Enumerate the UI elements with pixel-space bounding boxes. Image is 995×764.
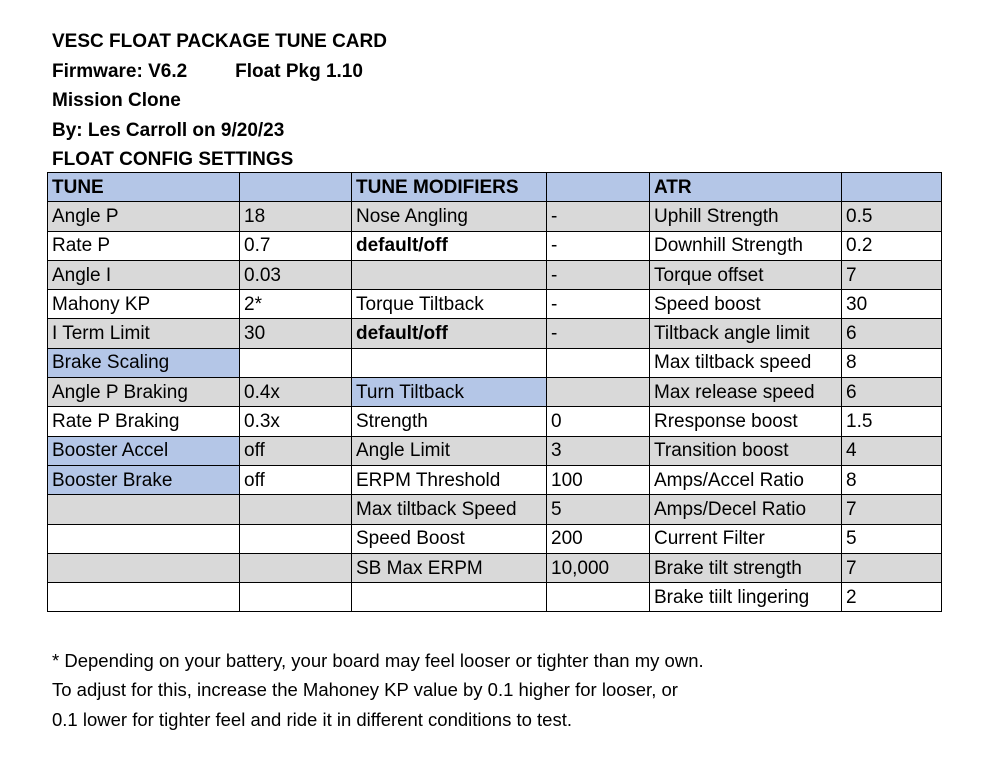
table-cell: off [240,465,352,494]
table-cell: Angle P [48,202,240,231]
table-cell [48,495,240,524]
table-cell: Speed boost [650,290,842,319]
table-cell: 100 [547,465,650,494]
table-cell: 30 [842,290,942,319]
table-cell: 2* [240,290,352,319]
table-cell: off [240,436,352,465]
table-cell: 0 [547,407,650,436]
table-cell: Rate P [48,231,240,260]
table-cell: Brake tilt strength [650,553,842,582]
table-cell: 0.7 [240,231,352,260]
table-cell: Strength [352,407,547,436]
table-cell: Angle Limit [352,436,547,465]
package-version: Float Pkg 1.10 [235,60,363,82]
table-row [48,348,942,377]
table-cell [547,348,650,377]
table-cell: Downhill Strength [650,231,842,260]
table-row [48,260,942,289]
table-cell: 3 [547,436,650,465]
table-row [48,378,942,407]
table-cell-subheader: Turn Tiltback [352,378,547,407]
table-cell: 30 [240,319,352,348]
table-row [48,407,942,436]
header-cell-tune-value [240,173,352,202]
header-cell-atr-value [842,173,942,202]
table-row [48,465,942,494]
table-row [48,319,942,348]
table-cell: 5 [842,524,942,553]
table-header-row [48,173,942,202]
table-cell: ERPM Threshold [352,465,547,494]
firmware-line [52,57,387,87]
header-cell-modifiers-value [547,173,650,202]
table-cell: Mahony KP [48,290,240,319]
table-cell: 7 [842,553,942,582]
table-cell: Amps/Accel Ratio [650,465,842,494]
table-cell: 8 [842,348,942,377]
table-cell-subheader: Booster Accel [48,436,240,465]
table-cell [352,348,547,377]
table-cell [48,583,240,612]
table-row [48,231,942,260]
table-row [48,202,942,231]
table-cell [240,553,352,582]
table-cell [547,583,650,612]
header-cell-tune: TUNE [48,173,240,202]
table-cell: - [547,319,650,348]
table-cell [352,583,547,612]
firmware-version: Firmware: V6.2 [52,60,188,82]
table-cell [240,348,352,377]
table-cell: - [547,260,650,289]
section-title: FLOAT CONFIG SETTINGS [52,149,294,170]
table-cell [240,495,352,524]
table-cell: 7 [842,260,942,289]
footnote-line: * Depending on your battery, your board may feel looser or tighter than my own. [52,650,704,671]
table-cell: Rate P Braking [48,407,240,436]
table-cell: 2 [842,583,942,612]
table-cell: 7 [842,495,942,524]
author-line: By: Les Carroll on 9/20/23 [52,119,285,141]
table-cell: default/off [352,231,547,260]
table-cell: Max release speed [650,378,842,407]
table-cell [352,260,547,289]
table-cell: Rresponse boost [650,407,842,436]
card-title: VESC FLOAT PACKAGE TUNE CARD [52,31,387,52]
table-cell [547,378,650,407]
table-cell: 8 [842,465,942,494]
header-cell-atr: ATR [650,173,842,202]
table-row [48,553,942,582]
table-cell: - [547,231,650,260]
table-row [48,436,942,465]
table-cell: 4 [842,436,942,465]
table-cell: Transition boost [650,436,842,465]
tune-settings-table [47,172,942,612]
table-cell: Max tiltback speed [650,348,842,377]
table-cell: 1.5 [842,407,942,436]
table-cell: 5 [547,495,650,524]
table-row [48,290,942,319]
table-cell: 0.5 [842,202,942,231]
table-cell: - [547,202,650,231]
table-cell-subheader: Booster Brake [48,465,240,494]
table-row [48,583,942,612]
table-cell: 0.2 [842,231,942,260]
table-cell: 6 [842,319,942,348]
table-row [48,495,942,524]
table-cell: 200 [547,524,650,553]
table-cell [48,553,240,582]
table-cell: SB Max ERPM [352,553,547,582]
table-cell: Max tiltback Speed [352,495,547,524]
table-cell: 0.3x [240,407,352,436]
table-cell: default/off [352,319,547,348]
table-cell [240,524,352,553]
table-cell-subheader: Brake Scaling [48,348,240,377]
footnote [52,646,704,734]
header-cell-tune-modifiers: TUNE MODIFIERS [352,173,547,202]
footnote-line: 0.1 lower for tighter feel and ride it in different conditions to test. [52,708,573,730]
table-cell: Angle I [48,260,240,289]
table-cell: 18 [240,202,352,231]
table-cell: 0.03 [240,260,352,289]
board-name: Mission Clone [52,90,181,111]
table-cell: I Term Limit [48,319,240,348]
table-cell: 6 [842,378,942,407]
table-cell [240,583,352,612]
table-cell: Current Filter [650,524,842,553]
table-cell: Amps/Decel Ratio [650,495,842,524]
table-cell: Torque Tiltback [352,290,547,319]
footnote-line: To adjust for this, increase the Mahoney KP value by 0.1 higher for looser, or [52,679,678,701]
table-row [48,524,942,553]
table-cell: Uphill Strength [650,202,842,231]
table-cell: Tiltback angle limit [650,319,842,348]
table-cell: 0.4x [240,378,352,407]
table-cell: Speed Boost [352,524,547,553]
table-cell: Angle P Braking [48,378,240,407]
table-cell: 10,000 [547,553,650,582]
table-cell: Nose Angling [352,202,547,231]
tune-card-header [52,27,387,175]
table-cell [48,524,240,553]
table-cell: - [547,290,650,319]
table-cell: Brake tiilt lingering [650,583,842,612]
table-cell: Torque offset [650,260,842,289]
